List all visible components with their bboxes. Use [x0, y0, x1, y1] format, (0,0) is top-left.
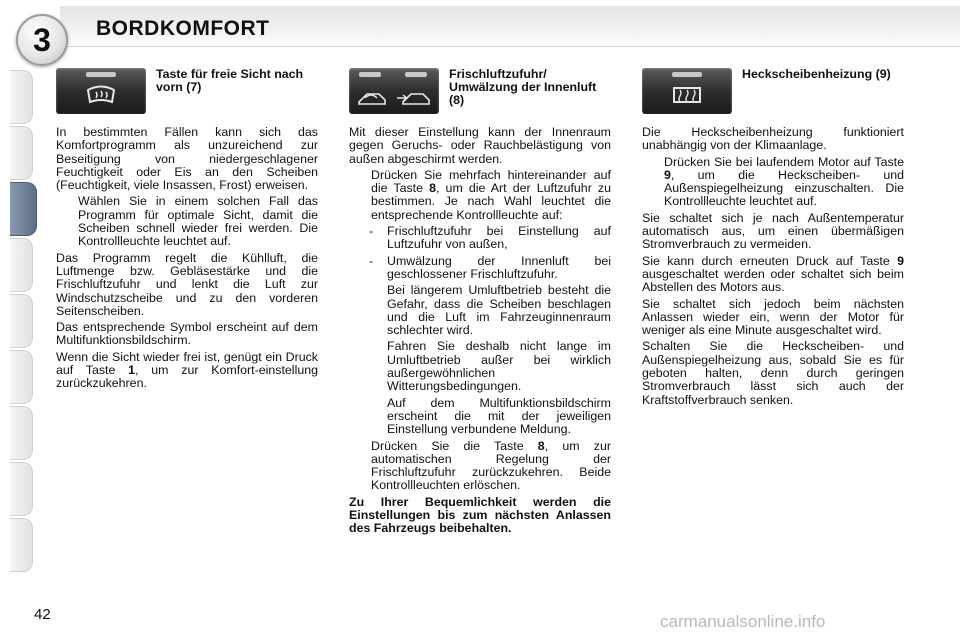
text-span: Drücken Sie bei laufendem Motor auf Taste [664, 154, 904, 169]
chapter-tab-5 [10, 294, 33, 348]
page-number: 42 [34, 606, 51, 623]
paragraph: Schalten Sie die Heckscheiben- und Außenspiegelheizung aus, sobald Sie es für geboten halten, denn durch geringen Stromverbrauch lässt sich auch der Kraftstoffverbrauch senken. [642, 339, 904, 407]
bullet-item [349, 440, 611, 493]
indented-paragraph: Auf dem Multifunktionsbildschirm erscheint die mit der jeweiligen Einstellung verbundene Meldung. [387, 395, 611, 437]
column-windshield-defrost [56, 68, 318, 394]
button-reference: 1 [128, 363, 136, 378]
bold-note: Zu Ihrer Bequemlichkeit werden die Einstellungen bis zum nächsten Anlassen des Fahrzeugs beibehalten. [349, 494, 611, 536]
section-title: Heckscheibenheizung (9) [742, 67, 891, 81]
section-header [349, 68, 611, 118]
section-title: Frischluftzufuhr/ Umwälzung der Innenluft (8) [449, 67, 597, 107]
paragraph: In bestimmten Fällen kann sich das Komfortprogramm als unzureichend zur Beseitigung von niedergeschlagener Feuchtigkeit oder Eis an den Scheiben (Feuchtigkeit, viele Insassen, Frost) erweisen. [56, 125, 318, 193]
paragraph: Das Programm regelt die Kühlluft, die Luftmenge bzw. Gebläsestärke und die Frischluftzufuhr und lenkt die Luft zur Windschutzscheibe und zu den vorderen Seitenscheiben. [56, 250, 318, 318]
text-span: ausgeschaltet werden oder schaltet sich beim Abstellen des Motors aus. [642, 266, 904, 295]
paragraph: Sie schaltet sich jedoch beim nächsten Anlassen wieder ein, wenn der Motor für weniger als eine Minute ausgeschaltet wird. [642, 296, 904, 338]
chapter-tab-8 [10, 462, 33, 516]
chapter-tab-9 [10, 518, 33, 572]
page-title: BORDKOMFORT [96, 17, 270, 40]
chapter-tab-1 [10, 70, 33, 124]
button-reference: 9 [664, 167, 671, 182]
dash-marker: - [369, 224, 374, 239]
rear-defrost-icon [642, 68, 732, 114]
paragraph: Die Heckscheibenheizung funktioniert unabhängig von der Klimaanlage. [642, 125, 904, 153]
text-span: Sie kann durch erneuten Druck auf Taste [642, 253, 898, 268]
air-recirculation-icon [349, 68, 439, 114]
text-span: , um die Art der Luftzufuhr zu bestimmen. Je nach Wahl leuchtet die entsprechende Kontrollleuchte auf: [371, 181, 611, 222]
bullet-item [56, 195, 318, 248]
dash-item [349, 255, 611, 282]
dash-marker: - [369, 253, 374, 268]
section-title: Taste für freie Sicht nach vorn (7) [156, 67, 304, 94]
chapter-tab-7 [10, 406, 33, 460]
paragraph: Das entsprechende Symbol erscheint auf dem Multifunktionsbildschirm. [56, 320, 318, 348]
dash-text: Umwälzung der Innenluft bei geschlossener Frischluftzufuhr. [387, 253, 611, 281]
bullet-item [642, 156, 904, 209]
text-span: , um zur Komfort-einstellung zurückzukehren. [56, 363, 318, 391]
text-span: , um die Heckscheiben- und Außenspiegelheizung einzuschalten. Die Kontrollleuchte leuchtet auf. [664, 167, 904, 209]
chapter-number-badge: 3 [16, 14, 68, 66]
paragraph: Mit dieser Einstellung kann der Innenraum gegen Geruchs- oder Rauchbelästigung von außen abgeschirmt werden. [349, 125, 611, 166]
chapter-tab-2 [10, 126, 33, 180]
indented-paragraph: Fahren Sie deshalb nicht lange im Umluftbetrieb außer bei wirklich außergewöhnlichen Witterungsbedingungen. [387, 339, 611, 394]
text-span: Wenn die Sicht wieder frei ist, genügt ein Druck auf Taste [56, 349, 318, 378]
bullet-text: Wählen Sie in einem solchen Fall das Programm für optimale Sicht, damit die Scheiben schnell wieder frei werden. Die Kontrollleuchte leuchtet auf. [78, 194, 318, 249]
text-span: Drücken Sie die Taste [371, 438, 538, 453]
indented-paragraph: Bei längerem Umluftbetrieb besteht die Gefahr, dass die Scheiben beschlagen und die Luft im Fahrzeuginnenraum schlechter wird. [387, 283, 611, 338]
bullet-item [349, 169, 611, 222]
column-air-recirculation [349, 68, 611, 539]
column-rear-defrost [642, 68, 904, 410]
chapter-tab-4 [10, 238, 33, 292]
dash-text: Frischluftzufuhr bei Einstellung auf Luftzufuhr von außen, [387, 224, 611, 252]
paragraph [56, 351, 318, 391]
chapter-tab-3-active [10, 182, 37, 236]
button-reference: 8 [429, 181, 437, 196]
chapter-tab-6 [10, 350, 33, 404]
page-header [0, 0, 960, 58]
watermark: carmanualsonline.info [660, 612, 826, 631]
paragraph: Sie schaltet sich je nach Außentemperatur automatisch aus, um einen übermäßigen Stromverbrauch zu vermeiden. [642, 210, 904, 252]
section-header [642, 68, 904, 118]
button-reference: 9 [897, 253, 904, 268]
text-span: Drücken Sie mehrfach hintereinander auf die Taste [371, 167, 611, 196]
paragraph [642, 255, 904, 295]
dash-item [349, 225, 611, 252]
button-reference: 8 [537, 438, 545, 453]
text-span: , um zur automatischen Regelung der Frischluftzufuhr zurückzukehren. Beide Kontrollleuchten erlöschen. [371, 438, 611, 493]
section-header [56, 68, 318, 118]
windshield-defrost-icon [56, 68, 146, 114]
